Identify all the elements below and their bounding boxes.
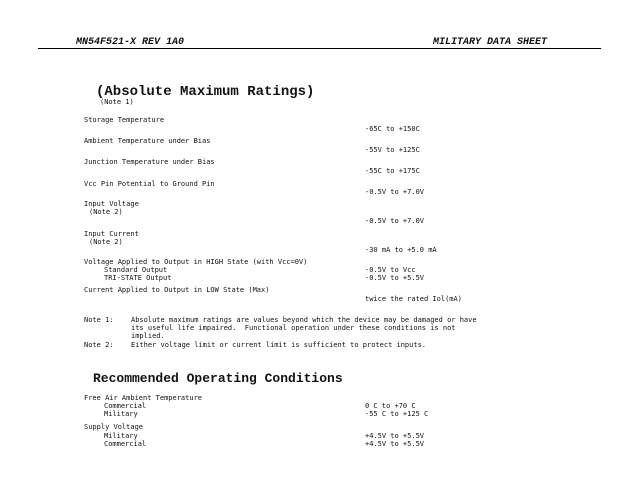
input-current-note: (Note 2) bbox=[89, 238, 123, 246]
current-output-low-label: Current Applied to Output in LOW State (Max) bbox=[84, 286, 270, 294]
ambient-temp-label: Ambient Temperature under Bias bbox=[84, 137, 211, 145]
note1-line3: implied. bbox=[131, 332, 165, 340]
ambient-temp-value: -55V to +125C bbox=[365, 146, 420, 154]
free-air-label: Free Air Ambient Temperature bbox=[84, 394, 203, 402]
document-type: MILITARY DATA SHEET bbox=[433, 37, 548, 48]
input-voltage-note: (Note 2) bbox=[89, 208, 123, 216]
vcc-pin-value: -0.5V to +7.0V bbox=[365, 188, 425, 196]
document-id: MN54F521-X REV 1A0 bbox=[76, 37, 185, 48]
recommended-title: Recommended Operating Conditions bbox=[93, 371, 343, 386]
current-output-low-value: twice the rated Iol(mA) bbox=[365, 295, 462, 303]
input-current-value: -30 mA to +5.0 mA bbox=[365, 246, 437, 254]
note1-line2: its useful life impaired. Functional operation under these conditions is not bbox=[131, 324, 456, 332]
abs-max-title: (Absolute Maximum Ratings) bbox=[96, 84, 315, 100]
free-air-military-label: Military bbox=[104, 410, 138, 418]
input-voltage-label: Input Voltage bbox=[84, 200, 139, 208]
tristate-output-value: -0.5V to +5.5V bbox=[365, 274, 425, 282]
free-air-commercial-value: 0 C to +70 C bbox=[365, 402, 416, 410]
note1-label: Note 1: bbox=[84, 316, 114, 324]
storage-temp-label: Storage Temperature bbox=[84, 116, 165, 124]
header-rule bbox=[38, 48, 601, 49]
note2-text: Either voltage limit or current limit is sufficient to protect inputs. bbox=[131, 341, 427, 349]
note1-line1: Absolute maximum ratings are values beyond which the device may be damaged or have bbox=[131, 316, 477, 324]
standard-output-value: -0.5V to Vcc bbox=[365, 266, 416, 274]
voltage-output-high-label: Voltage Applied to Output in HIGH State (with Vcc=0V) bbox=[84, 258, 308, 266]
note2-label: Note 2: bbox=[84, 341, 114, 349]
abs-max-note: (Note 1) bbox=[100, 98, 134, 106]
input-voltage-value: -0.5V to +7.0V bbox=[365, 217, 425, 225]
junction-temp-label: Junction Temperature under Bias bbox=[84, 158, 215, 166]
input-current-label: Input Current bbox=[84, 230, 139, 238]
junction-temp-value: -55C to +175C bbox=[365, 167, 420, 175]
supply-military-value: +4.5V to +5.5V bbox=[365, 432, 425, 440]
tristate-output-label: TRI-STATE Output bbox=[104, 274, 172, 282]
supply-commercial-label: Commercial bbox=[104, 440, 147, 448]
storage-temp-value: -65C to +150C bbox=[365, 125, 420, 133]
supply-military-label: Military bbox=[104, 432, 138, 440]
supply-commercial-value: +4.5V to +5.5V bbox=[365, 440, 425, 448]
free-air-military-value: -55 C to +125 C bbox=[365, 410, 429, 418]
supply-voltage-label: Supply Voltage bbox=[84, 423, 144, 431]
standard-output-label: Standard Output bbox=[104, 266, 168, 274]
vcc-pin-label: Vcc Pin Potential to Ground Pin bbox=[84, 180, 215, 188]
free-air-commercial-label: Commercial bbox=[104, 402, 147, 410]
